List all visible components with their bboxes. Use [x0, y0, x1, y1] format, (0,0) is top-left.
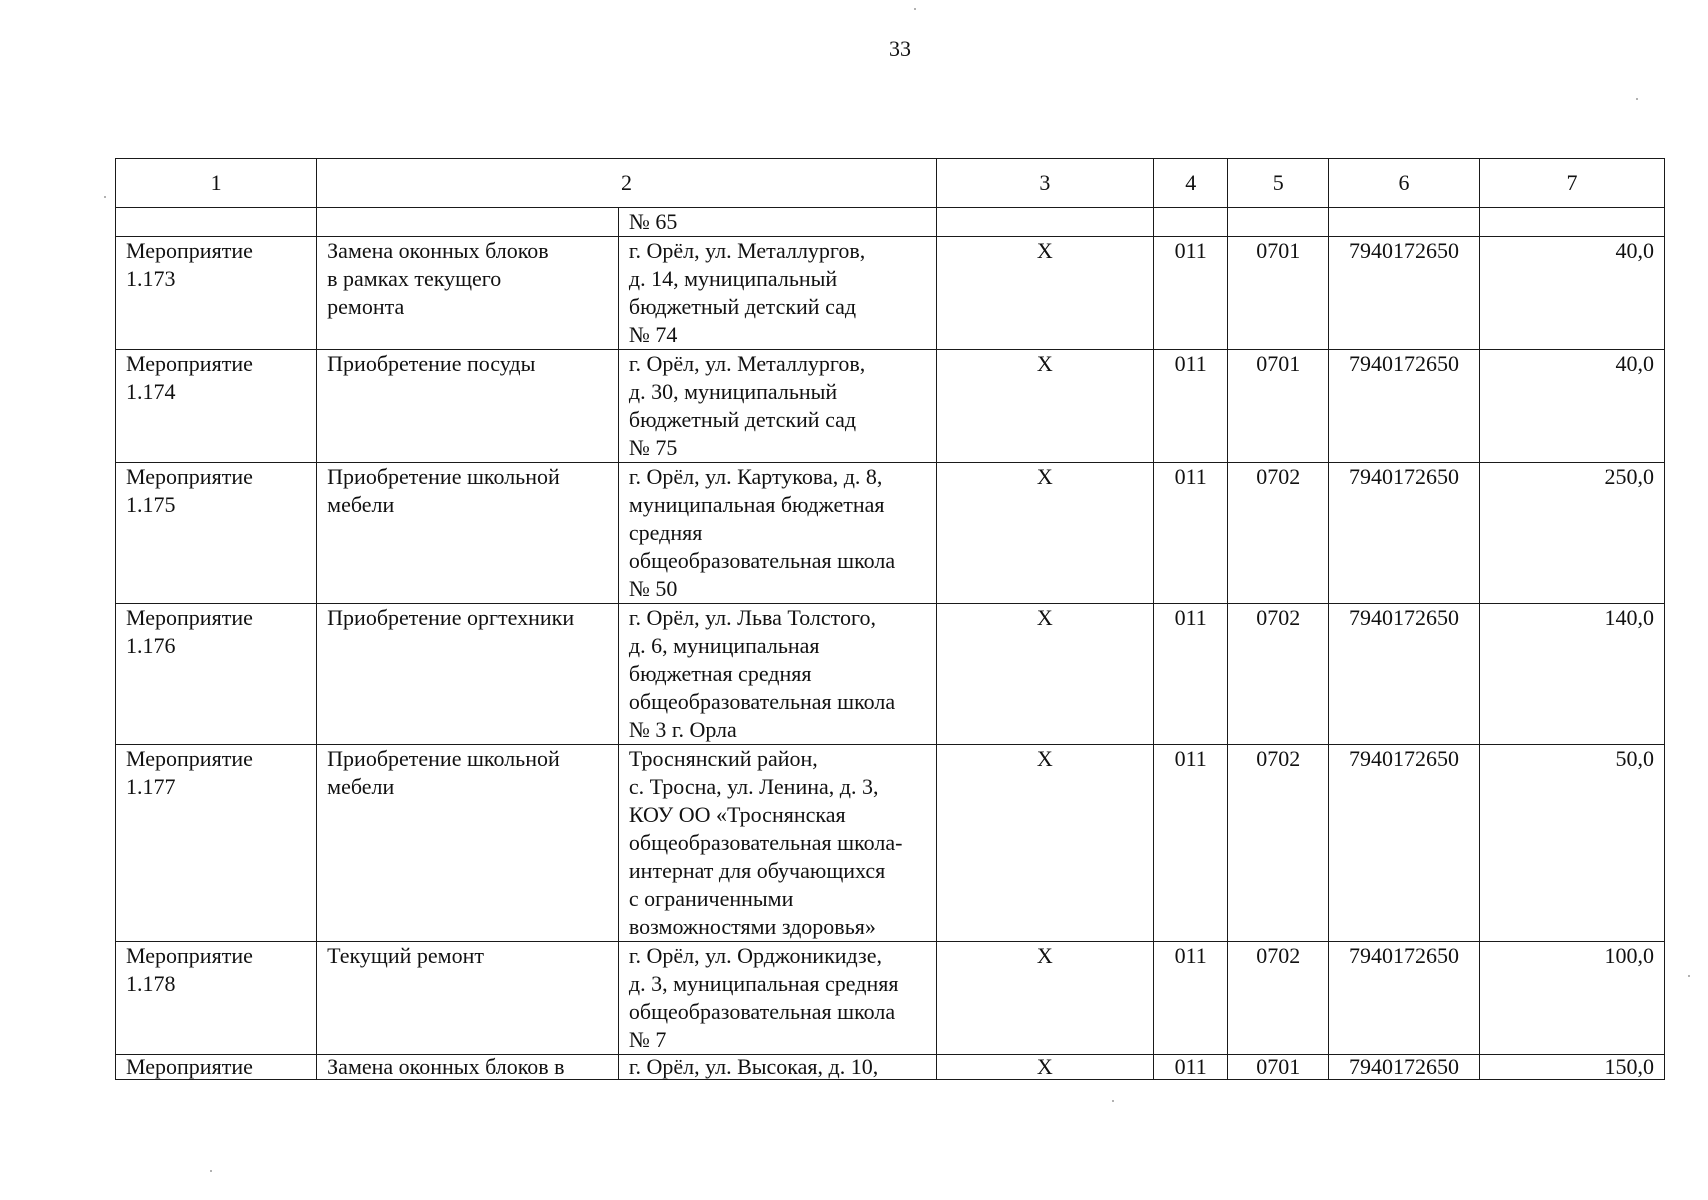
description-cell: [317, 463, 619, 604]
code5-cell: 0702: [1228, 942, 1329, 1055]
measure-cell: [116, 237, 317, 350]
address-line: бюджетный детский сад: [628, 294, 857, 319]
address-line: № 74: [628, 322, 678, 347]
header-col-4: 4: [1154, 159, 1228, 208]
code6-cell: 7940172650: [1329, 1055, 1480, 1080]
measure-cell: [116, 745, 317, 942]
amount-cell: 50,0: [1479, 745, 1664, 942]
measure-line: Мероприятие: [126, 1055, 253, 1079]
address-line: средняя: [628, 520, 703, 545]
address-line: № 75: [628, 435, 678, 460]
description-line: Приобретение школьной: [327, 746, 560, 771]
description-line: мебели: [327, 492, 395, 517]
address-line: Троснянский район,: [628, 746, 818, 771]
code6-cell: 7940172650: [1329, 745, 1480, 942]
description-line: мебели: [327, 774, 395, 799]
mark-cell: Х: [936, 745, 1153, 942]
code6-cell: 7940172650: [1329, 350, 1480, 463]
budget-measures-table: [115, 158, 1665, 1080]
code4-cell: 011: [1154, 463, 1228, 604]
description-cell: [317, 1055, 619, 1080]
measure-line: Мероприятие: [126, 746, 253, 771]
address-cell: [618, 237, 936, 350]
address-line: общеобразовательная школа: [628, 548, 896, 573]
header-col-6: 6: [1329, 159, 1480, 208]
amount-cell: 150,0: [1479, 1055, 1664, 1080]
address-line: с ограниченными: [628, 886, 794, 911]
code5-cell: 0702: [1228, 604, 1329, 745]
address-cell: [618, 745, 936, 942]
description-cell: [317, 942, 619, 1055]
table-cell: [116, 208, 317, 237]
address-line: № 50: [628, 576, 678, 601]
address-cell: [618, 604, 936, 745]
description-line: Приобретение оргтехники: [327, 605, 575, 630]
scan-speck: [104, 196, 106, 198]
address-line: № 7: [628, 1027, 667, 1052]
code6-cell: 7940172650: [1329, 942, 1480, 1055]
table-row: [116, 237, 1665, 350]
measure-line: Мероприятие: [126, 605, 253, 630]
description-line: Приобретение школьной: [327, 464, 560, 489]
measure-line: 1.177: [126, 774, 176, 799]
address-line: интернат для обучающихся: [628, 858, 886, 883]
measure-cell: [116, 604, 317, 745]
address-cell: [618, 942, 936, 1055]
address-line: с. Тросна, ул. Ленина, д. 3,: [628, 774, 879, 799]
address-cell: № 65: [618, 208, 936, 237]
address-line: г. Орёл, ул. Льва Толстого,: [628, 605, 876, 630]
description-cell: [317, 350, 619, 463]
table-row: [116, 745, 1665, 942]
code4-cell: 011: [1154, 942, 1228, 1055]
address-line: возможностями здоровья»: [628, 914, 876, 939]
amount-cell: 140,0: [1479, 604, 1664, 745]
code5-cell: 0701: [1228, 237, 1329, 350]
address-line: г. Орёл, ул. Металлургов,: [628, 238, 866, 263]
mark-cell: Х: [936, 237, 1153, 350]
measure-line: 1.173: [126, 266, 176, 291]
address-line: бюджетный детский сад: [628, 407, 857, 432]
header-col-5: 5: [1228, 159, 1329, 208]
address-cell: [618, 1055, 936, 1080]
scan-speck: [1112, 1100, 1114, 1102]
mark-cell: Х: [936, 604, 1153, 745]
address-line: общеобразовательная школа: [628, 999, 896, 1024]
mark-cell: Х: [936, 942, 1153, 1055]
code5-cell: 0702: [1228, 463, 1329, 604]
mark-cell: Х: [936, 463, 1153, 604]
address-line: № 3 г. Орла: [628, 717, 737, 742]
address-line: д. 6, муниципальная: [628, 633, 820, 658]
amount-cell: 250,0: [1479, 463, 1664, 604]
table-cell: [1329, 208, 1480, 237]
code4-cell: 011: [1154, 604, 1228, 745]
description-line: Приобретение посуды: [327, 351, 536, 376]
description-line: Замена оконных блоков в: [327, 1055, 565, 1079]
header-col-1: 1: [116, 159, 317, 208]
code6-cell: 7940172650: [1329, 604, 1480, 745]
measure-line: 1.175: [126, 492, 176, 517]
table-cell: [1228, 208, 1329, 237]
address-line: г. Орёл, ул. Картукова, д. 8,: [628, 464, 883, 489]
code5-cell: 0701: [1228, 1055, 1329, 1080]
measure-line: Мероприятие: [126, 351, 253, 376]
table-cell: [1479, 208, 1664, 237]
address-line: г. Орёл, ул. Орджоникидзе,: [628, 943, 882, 968]
table-row-carryover: [116, 208, 1665, 237]
amount-cell: 100,0: [1479, 942, 1664, 1055]
measure-line: 1.174: [126, 379, 176, 404]
address-line: КОУ ОО «Троснянская: [628, 802, 846, 827]
code6-cell: 7940172650: [1329, 237, 1480, 350]
address-cell: [618, 463, 936, 604]
header-col-3: 3: [936, 159, 1153, 208]
address-line: общеобразовательная школа-: [628, 830, 903, 855]
address-line: г. Орёл, ул. Металлургов,: [628, 351, 866, 376]
address-line: д. 3, муниципальная средняя: [628, 971, 899, 996]
address-cell: [618, 350, 936, 463]
measure-line: Мероприятие: [126, 943, 253, 968]
code4-cell: 011: [1154, 1055, 1228, 1080]
amount-cell: 40,0: [1479, 350, 1664, 463]
code4-cell: 011: [1154, 350, 1228, 463]
measure-cell: [116, 463, 317, 604]
address-line: бюджетная средняя: [628, 661, 812, 686]
description-line: Замена оконных блоков: [327, 238, 549, 263]
measure-cell: [116, 350, 317, 463]
scan-speck: [914, 8, 916, 10]
address-line: общеобразовательная школа: [628, 689, 896, 714]
measure-cell: [116, 942, 317, 1055]
code4-cell: 011: [1154, 745, 1228, 942]
code4-cell: 011: [1154, 237, 1228, 350]
scan-speck: [1688, 975, 1690, 977]
header-col-7: 7: [1479, 159, 1664, 208]
measure-cell: [116, 1055, 317, 1080]
mark-cell: Х: [936, 1055, 1153, 1080]
table-row: [116, 1055, 1665, 1080]
table-row: [116, 604, 1665, 745]
table-cell: [317, 208, 619, 237]
address-line: д. 30, муниципальный: [628, 379, 838, 404]
description-cell: [317, 745, 619, 942]
table-cell: [1154, 208, 1228, 237]
code6-cell: 7940172650: [1329, 463, 1480, 604]
scan-speck: [210, 1170, 212, 1172]
description-cell: [317, 237, 619, 350]
description-line: в рамках текущего: [327, 266, 502, 291]
measure-line: 1.178: [126, 971, 176, 996]
table-row: [116, 350, 1665, 463]
table-header-row: [116, 159, 1665, 208]
table-row: [116, 463, 1665, 604]
address-line: муниципальная бюджетная: [628, 492, 885, 517]
description-line: ремонта: [327, 294, 405, 319]
address-line: д. 14, муниципальный: [628, 266, 838, 291]
measure-line: Мероприятие: [126, 238, 253, 263]
amount-cell: 40,0: [1479, 237, 1664, 350]
mark-cell: Х: [936, 350, 1153, 463]
code5-cell: 0701: [1228, 350, 1329, 463]
address-line: г. Орёл, ул. Высокая, д. 10,: [628, 1055, 879, 1079]
description-cell: [317, 604, 619, 745]
description-line: Текущий ремонт: [327, 943, 484, 968]
scan-speck: [1636, 98, 1638, 100]
header-col-2: 2: [317, 159, 937, 208]
table-cell: [936, 208, 1153, 237]
page-number: 33: [889, 36, 911, 61]
measure-line: Мероприятие: [126, 464, 253, 489]
measure-line: 1.176: [126, 633, 176, 658]
table-row: [116, 942, 1665, 1055]
code5-cell: 0702: [1228, 745, 1329, 942]
